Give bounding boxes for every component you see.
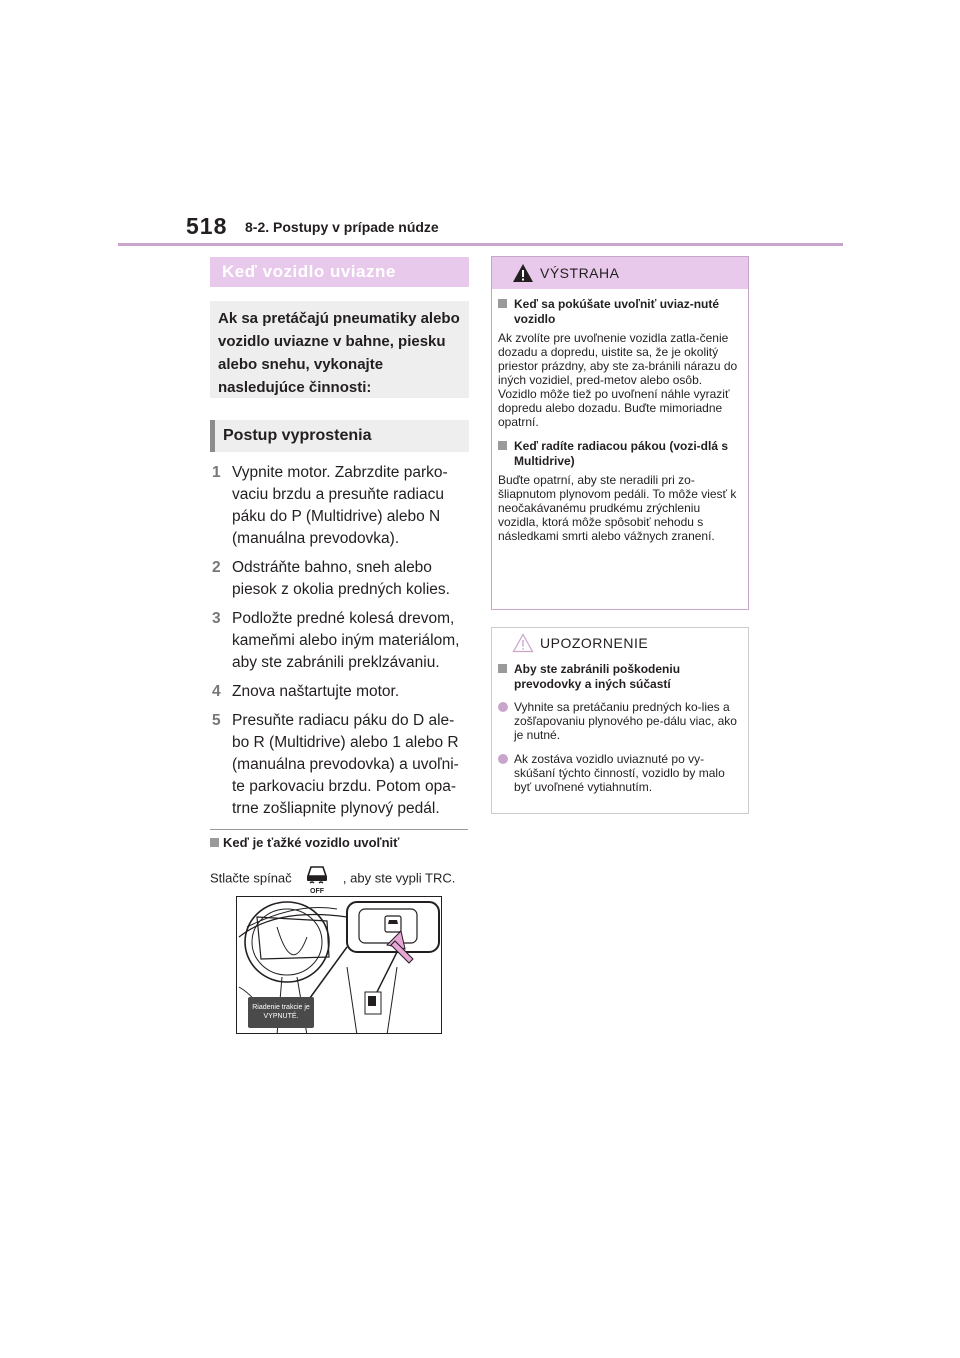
warning-subheading-text: Keď radíte radiacou pákou (vozi-dlá s Multidrive) [514,439,729,468]
step-text: Vypnite motor. Zabrzdite parko-vaciu brzdu a presuňte radiacu páku do P (Multidrive) alebo N (manuálna prevodovka). [232,464,448,547]
caution-bullet-text: Ak zostáva vozidlo uviaznuté po vy-skúšaní týchto činností, vozidlo by malo byť uvoľnené vytiahnutím. [514,752,725,794]
caution-bullet-text: Vyhnite sa pretáčaniu predných ko-lies a zošľapovaniu plynového pe-dálu viac, ako je nutné. [514,700,737,742]
trc-text-after: , aby ste vypli TRC. [342,870,456,886]
step-item [212,681,470,703]
header-divider [118,243,843,246]
warning-text: Ak zvolíte pre uvoľnenie vozidla zatla-čenie dozadu a dopredu, uistite sa, že je okolitý priestor prázdny, aby ste za-bránili nárazu do iných vozidiel, pred-metov alebo osôb. Vozidlo môže tiež po uvoľnení náhle vyraziť dopredu alebo dozadu. Buďte mimoriadne opatrní. [498,331,738,429]
warning-subheading [498,297,742,327]
step-number: 2 [212,559,221,576]
square-bullet-icon [210,838,219,847]
round-bullet-icon [498,702,508,712]
hard-release-heading [210,835,399,850]
caution-subheading-text: Aby ste zabránili poškodeniu prevodovky a iných súčastí [514,662,681,691]
topic-title: Keď vozidlo uviazne [210,257,469,287]
step-item [212,710,470,820]
section-divider [210,829,468,830]
caution-title: UPOZORNENIE [540,635,649,651]
step-number: 5 [212,712,221,729]
warning-box [491,256,749,610]
caution-box [491,627,749,814]
warning-text: Buďte opatrní, aby ste neradili pri zo-šliapnutom plynovom pedáli. To môže viesť k neočakávanému prudkému zrýchleniu vozidla, ktorá môže spôsobiť nehodu s následkami smrti alebo vážnych zranení. [498,473,737,543]
trc-off-switch-icon [303,864,331,894]
trc-icon-label: OFF [310,888,325,894]
warning-subheading [498,439,742,469]
procedure-steps [212,462,470,827]
step-text: Znova naštartujte motor. [232,683,400,700]
step-number: 3 [212,610,221,627]
square-bullet-icon [498,299,507,308]
step-text: Presuňte radiacu páku do D ale-bo R (Multidrive) alebo 1 alebo R (manuálna prevodovka) a uvoľni-te parkovaciu brzdu. Potom opa-trne zošliapnite plynový pedál. [232,712,459,817]
warning-title: VÝSTRAHA [540,265,620,281]
step-item [212,557,470,601]
page-number: 518 [186,213,228,239]
square-bullet-icon [498,441,507,450]
caution-bullet [498,752,742,794]
caution-bullet [498,700,742,742]
warning-header [492,257,748,289]
intro-text: Ak sa pretáčajú pneumatiky alebo vozidlo uviazne v bahne, piesku alebo snehu, vykonajte nasledujúce činnosti: [210,301,469,398]
step-item [212,462,470,550]
step-number: 4 [212,683,221,700]
warning-triangle-icon [512,263,534,283]
step-item [212,608,470,674]
warning-subheading-text: Keď sa pokúšate uvoľniť uviaz-nuté vozidlo [514,297,720,326]
hard-release-heading-text: Keď je ťažké vozidlo uvoľniť [223,835,400,850]
trc-instruction [210,864,455,894]
procedure-subtitle: Postup vyprostenia [210,420,469,452]
traction-off-message: Riadenie trakcie je VYPNUTÉ. [248,997,314,1028]
caution-header [492,628,748,658]
step-number: 1 [212,464,221,481]
round-bullet-icon [498,754,508,764]
step-text: Podložte predné kolesá drevom, kameňmi alebo iným materiálom, aby ste zabránili preklzávaniu. [232,610,460,671]
step-text: Odstráňte bahno, sneh alebo piesok z okolia predných kolies. [232,559,450,598]
trc-text-before: Stlačte spínač [210,870,292,886]
square-bullet-icon [498,664,507,673]
caution-triangle-icon [512,633,534,653]
section-title: 8-2. Postupy v prípade núdze [245,219,439,235]
caution-subheading [498,662,742,692]
dashboard-illustration [236,896,442,1034]
